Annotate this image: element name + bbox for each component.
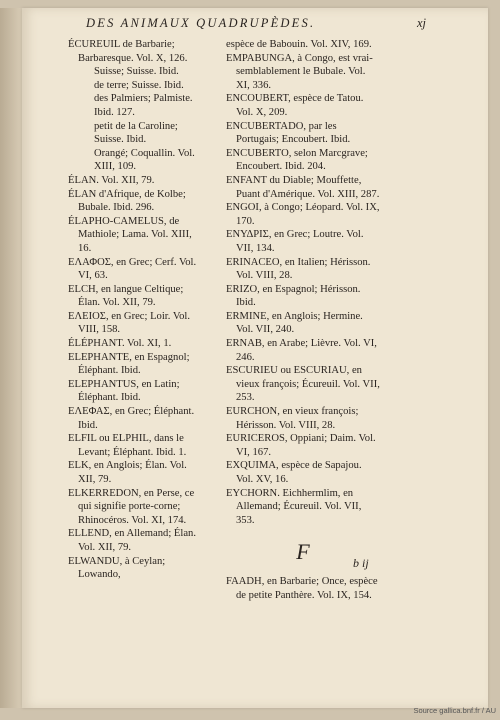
section-letter-f: F — [296, 539, 310, 565]
index-entry: EMPABUNGA, à Congo, est vrai-semblablement le Bubale. Vol. XI, 336. — [226, 52, 373, 91]
index-entry: EXQUIMA, espèce de Sapajou. Vol. XV, 16. — [226, 460, 362, 485]
index-entry: ENFANT du Diable; Mouffette, Puant d'Amérique. Vol. XIII, 287. — [226, 174, 380, 200]
index-entry: ÉLÉPHANT. Vol. XI, 1. — [68, 338, 172, 350]
index-entry: ÉCUREUIL de Barbarie; Barbaresque. Vol. X, 126. — [68, 39, 188, 64]
index-entry: ΕΛΕΦΑΣ, en Grec; Éléphant. Ibid. — [68, 406, 195, 431]
book-spine-shadow — [0, 8, 22, 708]
index-entry: ELEPHANTUS, en Latin; Éléphant. Ibid. — [68, 378, 180, 404]
index-entry: ENGOI, à Congo; Léopard. Vol. IX, 170. — [226, 202, 380, 227]
index-entry: EURICEROS, Oppiani; Daim. Vol. VI, 167. — [226, 433, 376, 458]
index-entry: Orangé; Coquallin. Vol. XIII, 109. — [94, 147, 195, 173]
index-entry: ERIZO, en Espagnol; Hérisson. Ibid. — [226, 283, 361, 309]
index-entry: ENCUBERTADO, par les Portugais; Encoubert. Ibid. — [226, 120, 351, 146]
index-entry: ELCH, en langue Celtique; Élan. Vol. XII, 79. — [68, 283, 184, 309]
index-entry: des Palmiers; Palmiste. Ibid. 127. — [94, 93, 193, 118]
index-entry: EURCHON, en vieux françois; Hérisson. Vol. VIII, 28. — [226, 406, 359, 431]
right-column — [226, 38, 380, 603]
signature-mark: b ij — [353, 556, 369, 570]
index-entry: espèce de Babouin. Vol. XIV, 169. — [226, 39, 372, 50]
index-entry: ELFIL ou ELPHIL, dans le Levant; Éléphant. Ibid. 1. — [68, 433, 187, 458]
index-entry: ERNAB, en Arabe; Lièvre. Vol. VI, 246. — [226, 338, 377, 363]
page-number: xj — [416, 16, 426, 30]
right-column-entries-e — [226, 38, 380, 527]
index-entry: petit de la Caroline; Suisse. Ibid. — [94, 120, 178, 146]
index-entry: ERMINE, en Anglois; Hermine. Vol. VII, 240. — [226, 310, 363, 336]
index-entry: ÉLAN d'Afrique, de Kolbe; Bubale. Ibid. 296. — [68, 188, 186, 214]
index-entry: ÉLAPHO-CAMELUS, de Mathiole; Lama. Vol. XIII, 16. — [68, 215, 192, 254]
index-entry: ENCOUBERT, espèce de Tatou. Vol. X, 209. — [226, 93, 364, 118]
left-column — [68, 38, 204, 582]
index-entry: ERINACEO, en Italien; Hérisson. Vol. VIII, 28. — [226, 256, 371, 282]
index-entry: ELWANDU, à Ceylan; Lowando, — [68, 555, 166, 581]
index-entry: ESCURIEU ou ESCURIAU, en vieux françois; Écureuil. Vol. VII, 253. — [226, 365, 380, 404]
index-entry: ΕΝΥΔΡΙΣ, en Grec; Loutre. Vol. VII, 134. — [226, 229, 364, 254]
index-entry: ENCUBERTO, selon Marcgrave; Encoubert. Ibid. 204. — [226, 147, 368, 173]
index-entry: ELKERREDON, en Perse, ce qui signifie porte-corne; Rhinocéros. Vol. XI, 174. — [68, 487, 195, 526]
index-entry: FAADH, en Barbarie; Once, espèce de petite Panthère. Vol. IX, 154. — [226, 576, 378, 601]
index-entry: EYCHORN. Eichhermlim, en Allemand; Écureuil. Vol. VII, 353. — [226, 487, 362, 526]
right-column-entries-f — [226, 575, 380, 602]
index-entry: Suisse; Suisse. Ibid. — [94, 66, 179, 78]
index-entry: ELEPHANTE, en Espagnol; Éléphant. Ibid. — [68, 351, 190, 377]
source-note: Source gallica.bnf.fr / AU — [413, 706, 496, 715]
index-entry: de terre; Suisse. Ibid. — [94, 79, 184, 91]
index-entry: ΕΛΑΦΟΣ, en Grec; Cerf. Vol. VI, 63. — [68, 256, 197, 282]
running-title: DES ANIMAUX QUADRUPÈDES. — [86, 16, 316, 30]
index-entry: ELK, en Anglois; Élan. Vol. XII, 79. — [68, 460, 187, 485]
index-entry: ELLEND, en Allemand; Élan. Vol. XII, 79. — [68, 528, 196, 553]
page-header — [86, 16, 426, 32]
index-entry: ÉLAN. Vol. XII, 79. — [68, 174, 155, 186]
index-entry: ΕΛΕΙΟΣ, en Grec; Loir. Vol. VIII, 158. — [68, 310, 191, 336]
